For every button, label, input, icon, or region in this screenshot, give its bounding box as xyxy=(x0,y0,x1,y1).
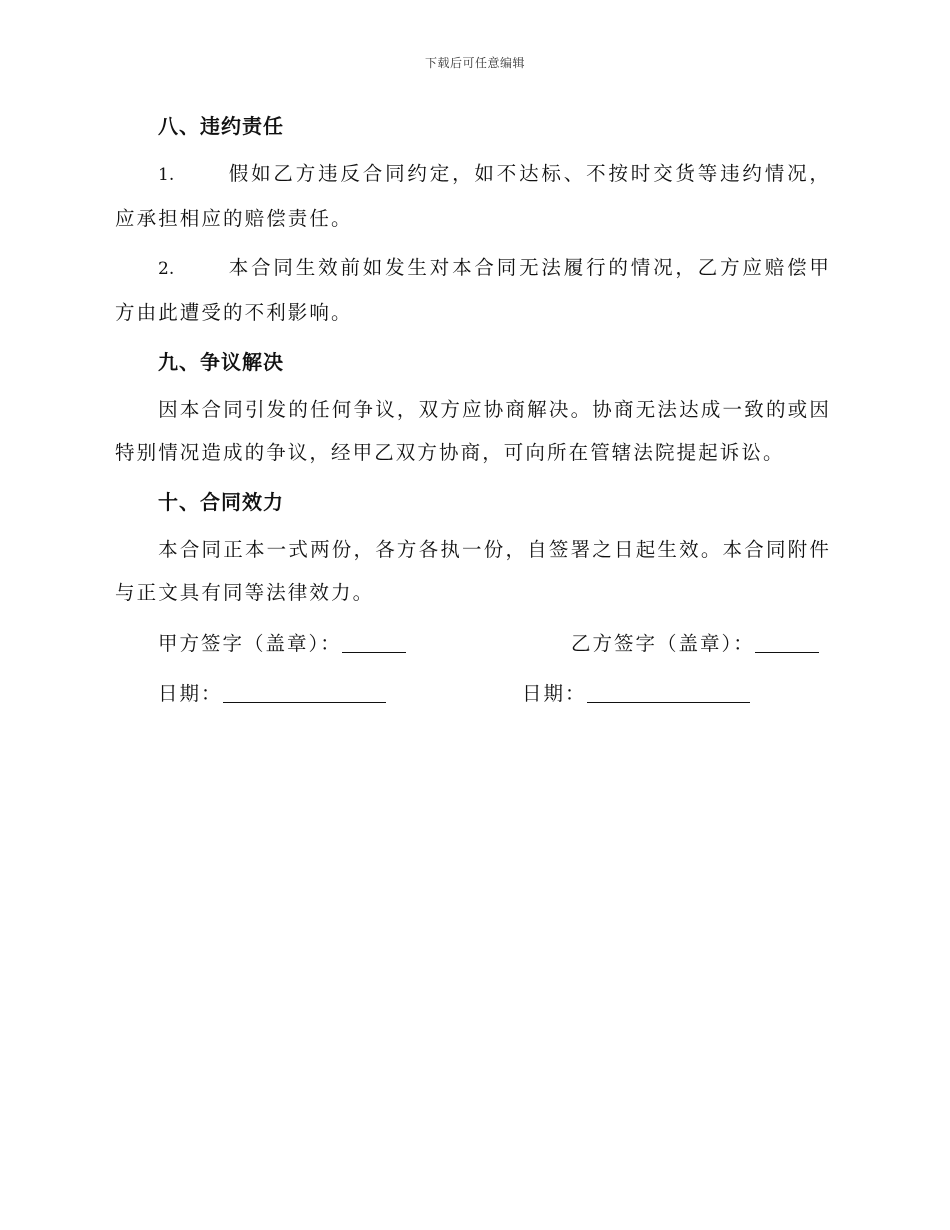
party-b-date xyxy=(522,678,750,706)
party-b-date-blank[interactable] xyxy=(587,682,750,703)
party-a-date-blank[interactable] xyxy=(223,682,386,703)
party-b-signature xyxy=(571,628,819,656)
paragraph-text: 因本合同引发的任何争议，双方应协商解决。协商无法达成一致的或因特别情况造成的争议，经甲乙双方协商，可向所在管辖法院提起诉讼。 xyxy=(115,398,831,464)
section-heading-validity: 十、合同效力 xyxy=(158,490,284,514)
clause-item xyxy=(115,152,831,240)
section-paragraph xyxy=(115,528,831,614)
signature-row xyxy=(115,620,831,670)
clause-text: 假如乙方违反合同约定，如不达标、不按时交货等违约情况，应承担相应的赔偿责任。 xyxy=(115,162,831,230)
party-a-signature-label: 甲方签字（盖章）： xyxy=(158,632,342,655)
section-heading-dispute: 九、争议解决 xyxy=(158,350,284,374)
date-row xyxy=(115,670,831,720)
section-heading-breach: 八、违约责任 xyxy=(158,114,284,138)
page-header: 下载后可任意编辑 xyxy=(424,56,525,70)
paragraph-text: 本合同正本一式两份，各方各执一份，自签署之日起生效。本合同附件与正文具有同等法律效力。 xyxy=(115,538,831,604)
clause-number: 1. xyxy=(158,165,175,185)
document-body xyxy=(115,108,831,720)
party-b-date-label: 日期： xyxy=(522,682,587,705)
party-a-date-label: 日期： xyxy=(158,682,223,705)
clause-item xyxy=(115,246,831,334)
section-paragraph xyxy=(115,388,831,474)
clause-number: 2. xyxy=(158,259,175,279)
party-b-signature-label: 乙方签字（盖章）： xyxy=(571,632,755,655)
party-a-signature-blank[interactable] xyxy=(342,632,406,653)
clause-text: 本合同生效前如发生对本合同无法履行的情况，乙方应赔偿甲方由此遭受的不利影响。 xyxy=(115,256,831,324)
party-b-signature-blank[interactable] xyxy=(755,632,819,653)
party-a-date xyxy=(158,678,386,706)
party-a-signature xyxy=(158,628,406,656)
